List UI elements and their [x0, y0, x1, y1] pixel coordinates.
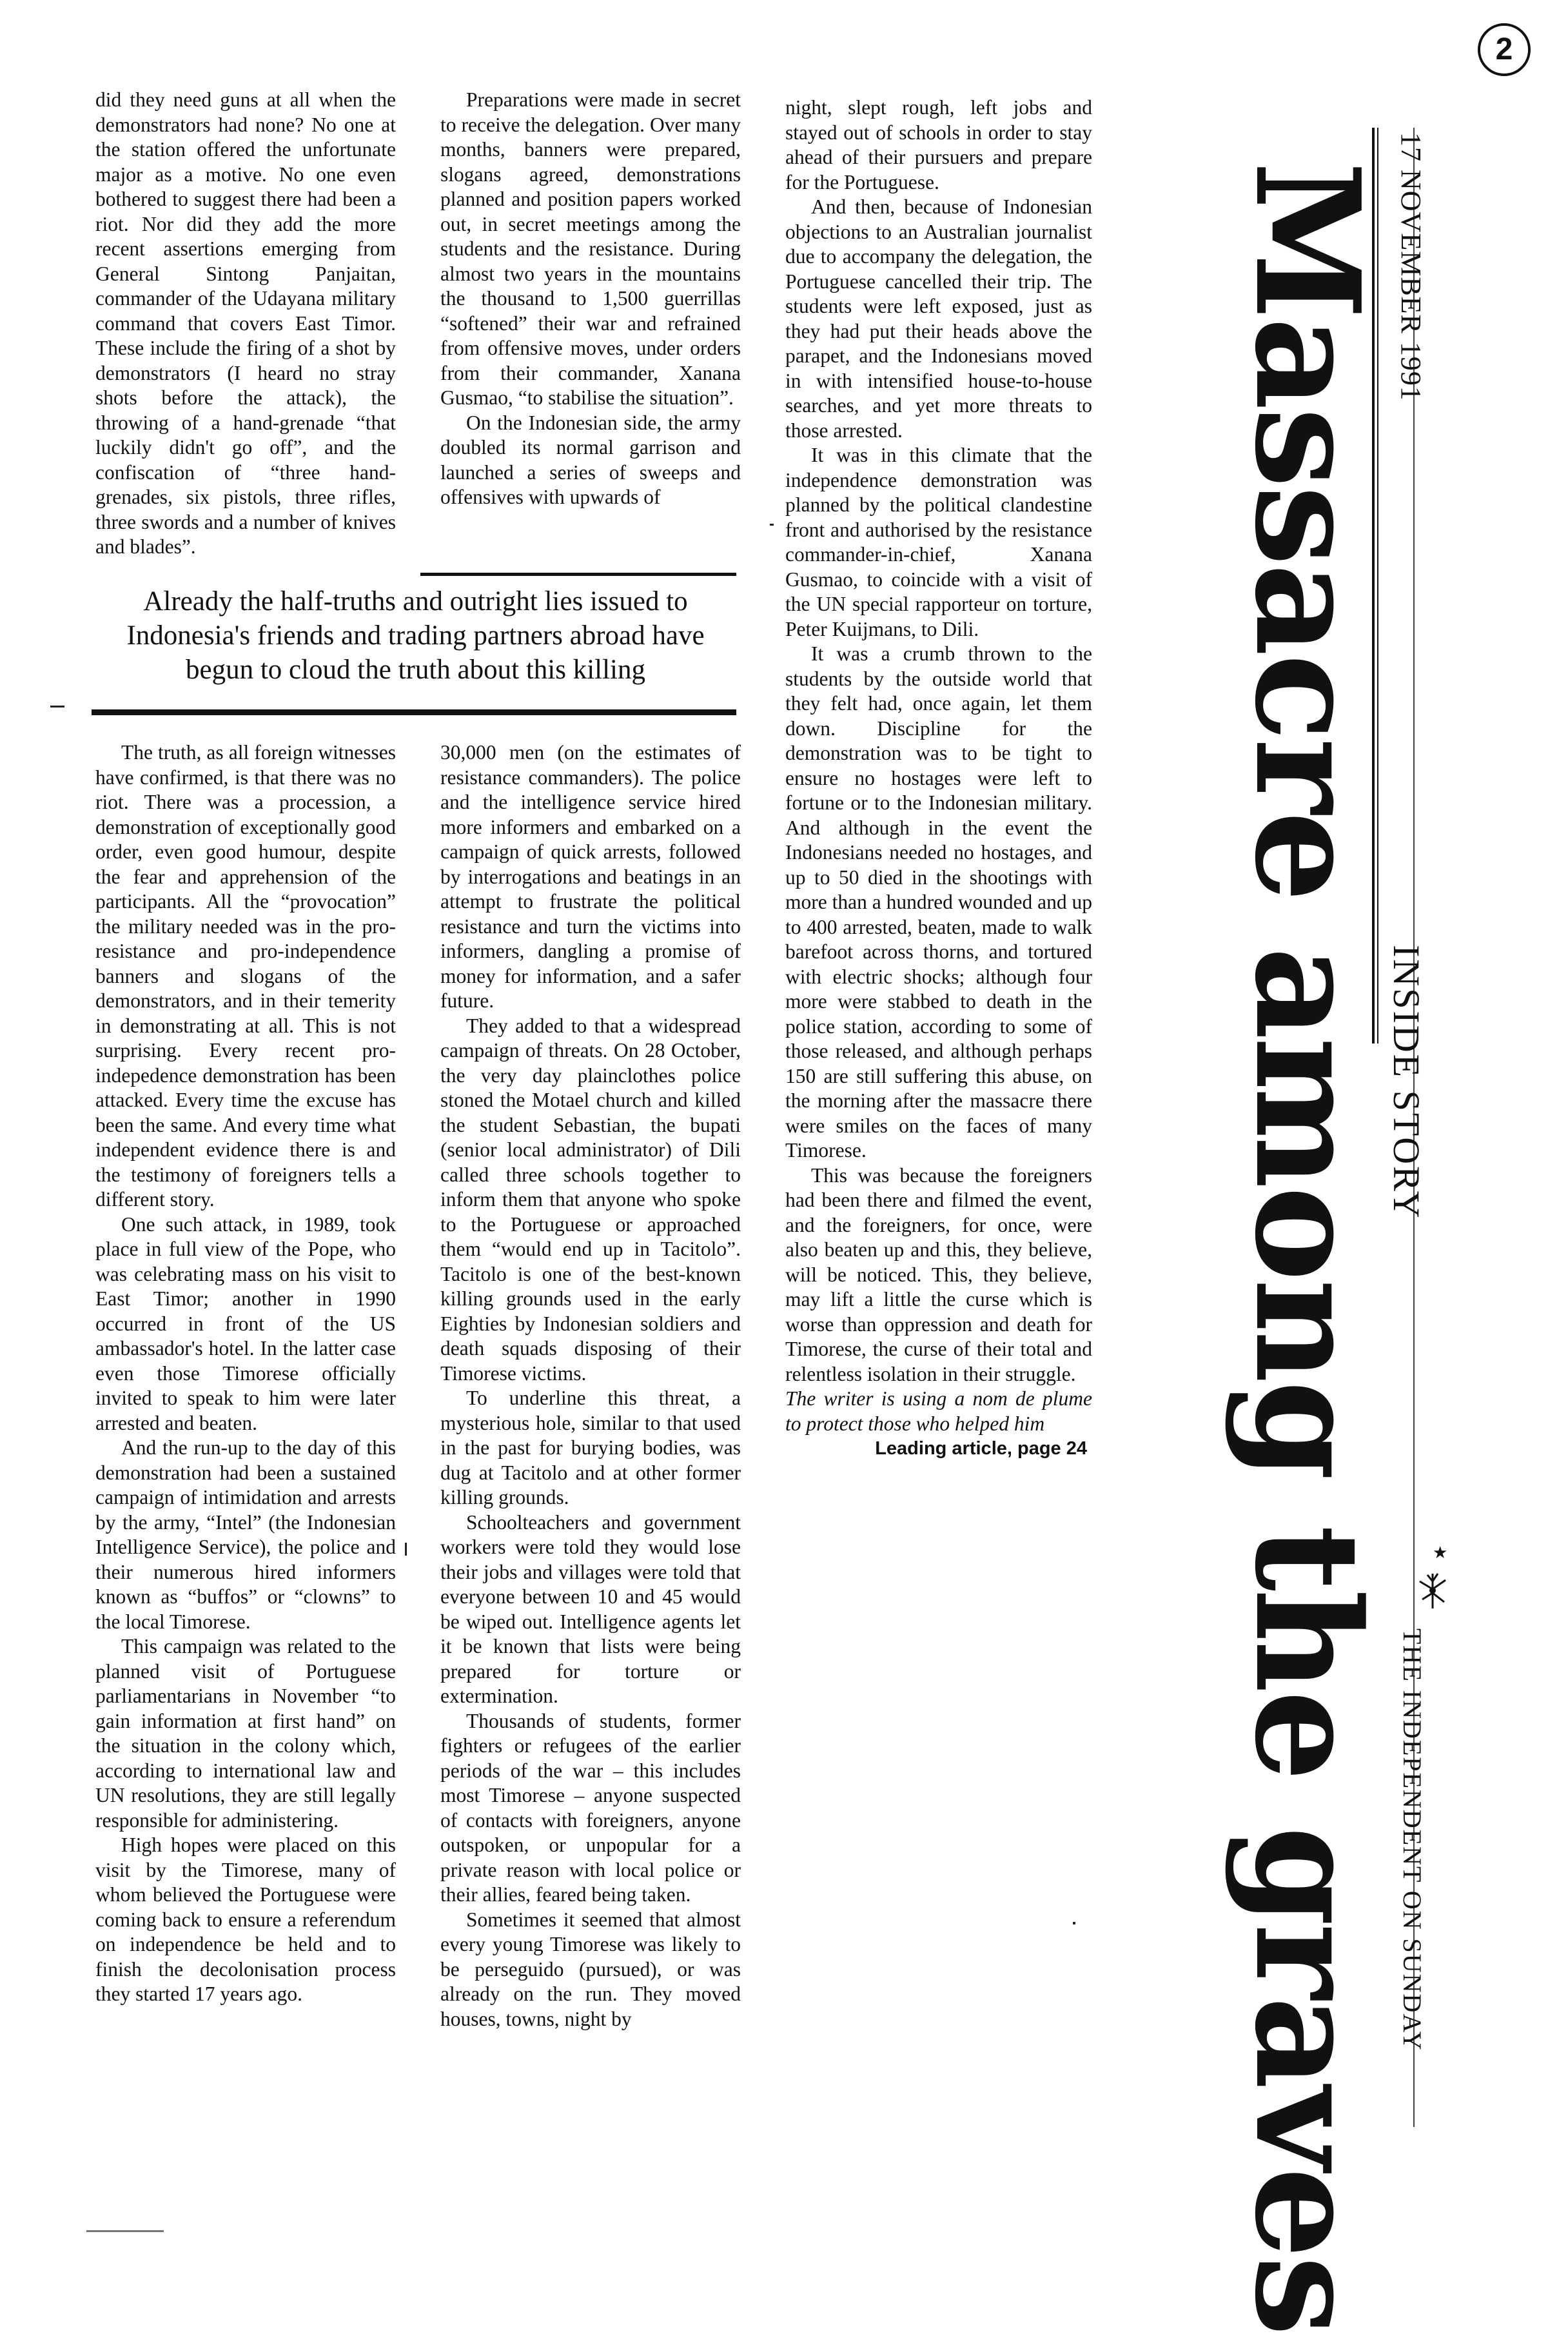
paragraph: They added to that a widespread campaign of threats. On 28 October, the very day plainclothes police stoned the Motael church and killed the student Sebastian, the bupati (senior local administrator) of Dili called three schools together to inform them that anyone who spoke to the Portuguese or approached them “would end up in Tacitolo”. Tacitolo is one of the best-known killing grounds used in the early Eighties by Indonesian soldiers and death squads disposing of their Timorese victims. [440, 1014, 741, 1385]
dateline: 17 NOVEMBER 1991 [1395, 132, 1427, 401]
scan-speck [50, 706, 64, 707]
paragraph: High hopes were placed on this visit by the Timorese, many of whom believed the Portuguese were coming back to ensure a referendum on independence be held and to finish the decolonisation process they started 17 years ago. [95, 1834, 396, 2005]
author-note: The writer is using a nom de plume to protect those who helped him [785, 1387, 1092, 1435]
masthead-emblem-icon [1413, 1568, 1452, 1614]
headline: Massacre among the graves [1223, 161, 1391, 2334]
paragraph: Schoolteachers and government workers were told they would lose their jobs and villages were told that everyone between 10 and 45 would be wiped out. Intelligence agents let it be known that lists were being prepared for torture or extermination. [440, 1510, 741, 1707]
star-icon: ★ [1433, 1543, 1448, 1562]
article-column-2-top [440, 88, 741, 510]
paragraph: On the Indonesian side, the army doubled its normal garrison and launched a series of sweeps and offensives with upwards of [440, 411, 741, 508]
pullquote-rule-top [420, 573, 736, 576]
paragraph: To underline this threat, a mysterious hole, similar to that used in the past for burying bodies, was dug at Tacitolo and at other former killing grounds. [440, 1387, 741, 1508]
paragraph: It was in this climate that the independence demonstration was planned by the political clandestine front and authorised by the resistance commander-in-chief, Xanana Gusmao, to coincide with a visit of the UN special rapporteur on torture, Peter Kuijmans, to Dili. [785, 444, 1092, 640]
paragraph: And then, because of Indonesian objections to an Australian journalist due to accompany the delegation, the Portuguese cancelled their trip. The students were left exposed, just as they had put their heads above the parapet, and the Indonesians moved in with intensified house-to-house searches, and yet more threats to those arrested. [785, 195, 1092, 442]
article-column-1-bottom [95, 740, 396, 2007]
paragraph: And the run-up to the day of this demonstration had been a sustained campaign of intimidation and arrests by the army, “Intel” (the Indonesian Intelligence Service), the police and their numerous hired informers known as “buffos” or “clowns” to the local Timorese. [95, 1436, 396, 1633]
pull-quote: Already the half-truths and outright lies issued to Indonesia's friends and trading partners abroad have begun to cloud the truth about this killing [126, 586, 705, 685]
paragraph: night, slept rough, left jobs and stayed out of schools in order to stay ahead of their pursuers and prepare for the Portuguese. [785, 96, 1092, 193]
pullquote-rule-bottom [92, 709, 736, 715]
scan-speck [405, 1543, 407, 1556]
scan-speck [770, 524, 774, 526]
publication-name: THE INDEPENDENT ON SUNDAY [1398, 1628, 1427, 2052]
paragraph: One such attack, in 1989, took place in full view of the Pope, who was celebrating mass on his visit to East Timor; another in 1990 occurred in front of the US ambassador's hotel. In the latter case even those Timorese officially invited to speak to him were later arrested and beaten. [95, 1212, 396, 1434]
paragraph: It was a crumb thrown to the students by the outside world that they felt had, once again, let them down. Discipline for the demonstration was to be tight to ensure no hostages were left to fortune or to the Indonesian military. And although in the event the Indonesians needed no hostages, and up to 50 died in the shootings with more than a hundred wounded and up to 400 arrested, beaten, made to walk barefoot across thorns, and tortured with electric shocks; although four more were stabbed to death in the police station, according to some of those released, and although perhaps 150 are still suffering this abuse, on the morning after the massacre there were smiles on the faces of many Timorese. [785, 642, 1092, 1162]
paragraph: 30,000 men (on the estimates of resistance commanders). The police and the intelligence service hired more informers and embarked on a campaign of quick arrests, followed by interrogations and beatings in an attempt to frustrate the political resistance and turn the victims into informers, dangling a promise of money for information, and a safer future. [440, 741, 741, 1012]
paragraph: did they need guns at all when the demonstrators had none? No one at the station offered the unfortunate major as a motive. No one even bothered to suggest there had been a riot. Nor did they add the more recent assertions emerging from General Sintong Panjaitan, commander of the Udayana military command that covers East Timor. These include the firing of a shot by demonstrators (I heard no stray shots before the attack), the throwing of a hand-grenade “that luckily didn't go off”, and the confiscation of “three hand-grenades, six pistols, three rifles, three swords and a number of knives and blades”. [95, 88, 396, 558]
paragraph: The truth, as all foreign witnesses have confirmed, is that there was no riot. There was a procession, a demonstration of exceptionally good order, even good humour, despite the fear and apprehension of the participants. All the “provocation” the military needed was in the pro-resistance and pro-independence banners and slogans of the demonstrators, and in their temerity in demonstrating at all. This is not surprising. Every recent pro-indepedence demonstration has been attacked. Every time the excuse has been the same. And every time what independent evidence there is and the testimony of foreigners tells a different story. [95, 741, 396, 1211]
page-mark: 2 [1478, 23, 1531, 76]
paragraph: Sometimes it seemed that almost every young Timorese was likely to be perseguido (pursued), or was already on the run. They moved houses, towns, night by [440, 1908, 741, 2030]
section-label: INSIDE STORY [1386, 945, 1427, 1220]
article-column-3 [785, 95, 1092, 1461]
scan-speck [1073, 1922, 1075, 1924]
leading-article-reference: Leading article, page 24 [875, 1438, 1087, 1459]
article-column-2-bottom [440, 740, 741, 2032]
paragraph: Thousands of students, former fighters or refugees of the earlier periods of the war – this includes most Timorese – anyone suspected of contacts with foreigners, anyone outspoken, or unpopular for a private reason with local police or their allies, feared being taken. [440, 1709, 741, 1906]
scan-speck [86, 2230, 164, 2232]
paragraph: This campaign was related to the planned visit of Portuguese parliamentarians in November “to gain information at first hand” on the situation in the colony which, according to international law and UN resolutions, they are still legally responsible for administering. [95, 1635, 396, 1832]
article-column-1-top [95, 88, 396, 560]
paragraph: Preparations were made in secret to receive the delegation. Over many months, banners were prepared, slogans agreed, demonstrations planned and position papers worked out, in secret meetings among the students and the resistance. During almost two years in the mountains the thousand to 1,500 guerrillas “softened” their war and refrained from offensive moves, under orders from their commander, Xanana Gusmao, “to stabilise the situation”. [440, 88, 741, 409]
paragraph: This was because the foreigners had been there and filmed the event, and the foreigners, for once, were also beaten up and this, they believe, will be noticed. This, they believe, may lift a little the curse which is worse than oppression and death for Timorese, the curse of their total and relentless isolation in their struggle. [785, 1163, 1092, 1385]
